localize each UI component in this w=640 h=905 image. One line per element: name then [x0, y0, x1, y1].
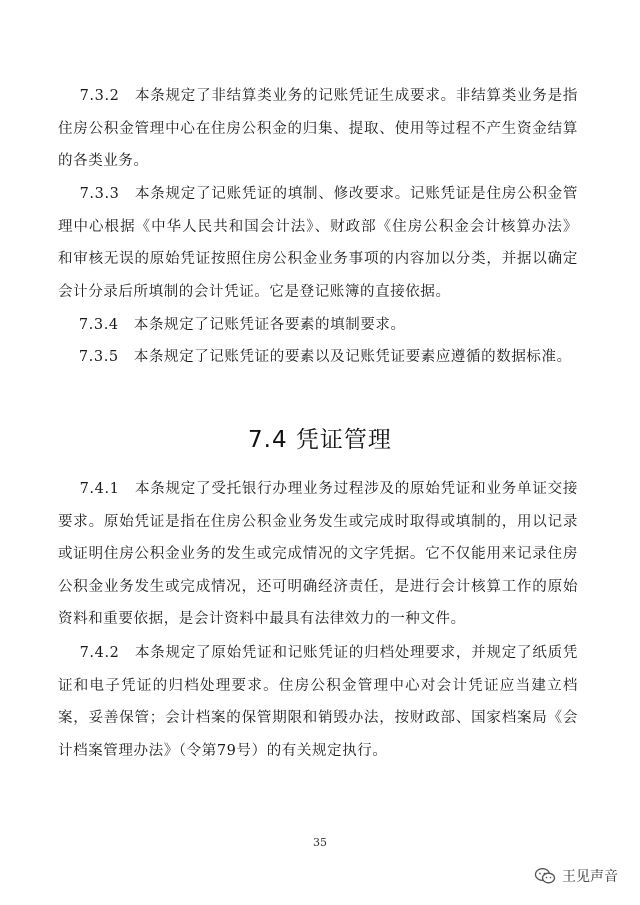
page-number: 35	[313, 836, 327, 849]
paragraph-7-3-3: 7.3.3 本条规定了记账凭证的填制、修改要求。记账凭证是住房公积金管理中心根据《中华人民共和国会计法》、财政部《住房公积金会计核算办法》和审核无误的原始凭证按照住房公积金业务事项的内容加以分类，并据以确定会计分录后所填制的会计凭证。它是登记账簿的直接依据。	[58, 186, 578, 300]
paragraph-7-3-4: 7.3.4 本条规定了记账凭证各要素的填制要求。	[58, 317, 406, 333]
section-heading: 7.4 凭证管理	[248, 427, 392, 453]
paragraph-7-4-2: 7.4.2 本条规定了原始凭证和记账凭证的归档处理要求，并规定了纸质凭证和电子凭证的归档处理要求。住房公积金管理中心对会计凭证应当建立档案，妥善保管；会计档案的保管期限和销毁办法，按财政部、国家档案局《会计档案管理办法》（令第79号）的有关规定执行。	[58, 645, 578, 759]
watermark-label: 王见声音	[562, 869, 618, 885]
wechat-icon	[534, 867, 556, 885]
paragraph-7-3-2: 7.3.2 本条规定了非结算类业务的记账凭证生成要求。非结算类业务是指住房公积金管理中心在住房公积金的归集、提取、使用等过程不产生资金结算的各类业务。	[58, 88, 578, 169]
watermark	[534, 866, 618, 886]
paragraph-7-3-5: 7.3.5 本条规定了记账凭证的要素以及记账凭证要素应遵循的数据标准。	[58, 349, 572, 365]
paragraph-7-4-1: 7.4.1 本条规定了受托银行办理业务过程涉及的原始凭证和业务单证交接要求。原始凭证是指在住房公积金业务发生或完成时取得或填制的，用以记录或证明住房公积金业务的发生或完成情况的文字凭据。它不仅能用来记录住房公积金业务发生或完成情况，还可明确经济责任，是进行会计核算工作的原始资料和重要依据，是会计资料中最具有法律效力的一种文件。	[58, 481, 578, 627]
